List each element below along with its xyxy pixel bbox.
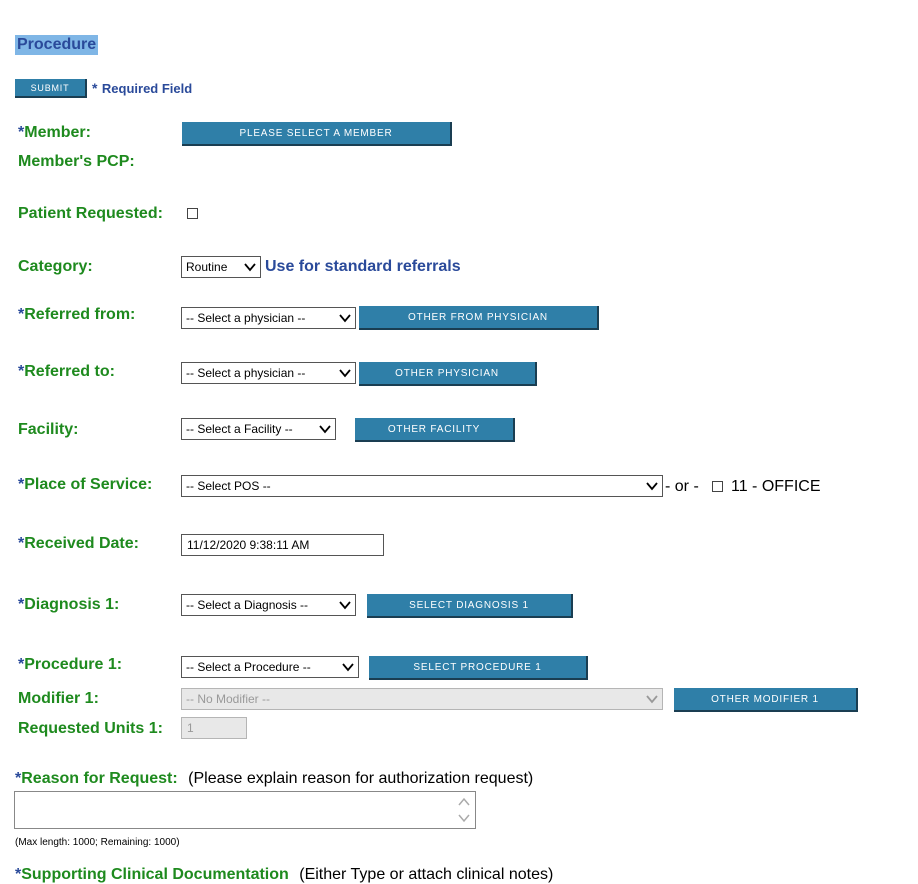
other-facility-button[interactable]: OTHER FACILITY [355,418,515,442]
modifier-select[interactable]: -- No Modifier -- [181,688,663,710]
other-modifier-button[interactable]: OTHER MODIFIER 1 [674,688,858,712]
patient-requested-checkbox[interactable] [187,208,198,219]
received-date-input[interactable]: 11/12/2020 9:38:11 AM [181,534,384,556]
referred-from-label: *Referred from: [18,306,136,323]
chevron-down-icon [338,598,352,612]
facility-label: Facility: [18,421,79,438]
referred-to-label: *Referred to: [18,363,115,380]
category-hint: Use for standard referrals [265,258,461,275]
select-member-button[interactable]: PLEASE SELECT A MEMBER [182,122,452,146]
requested-units-label: Requested Units 1: [18,720,163,737]
other-physician-button[interactable]: OTHER PHYSICIAN [359,362,537,386]
chevron-down-icon [645,479,659,493]
member-label: *Member: [18,124,91,141]
or-text: - or - [665,478,699,495]
chevron-down-icon [341,660,355,674]
office-checkbox[interactable] [712,481,723,492]
select-procedure-button[interactable]: SELECT PROCEDURE 1 [369,656,588,680]
facility-select[interactable]: -- Select a Facility -- [181,418,336,440]
patient-requested-label: Patient Requested: [18,205,163,222]
referred-from-select[interactable]: -- Select a physician -- [181,307,356,329]
textarea-scroll-arrows[interactable] [457,794,471,826]
diagnosis-label: *Diagnosis 1: [18,596,120,613]
submit-button[interactable]: SUBMIT [15,79,87,98]
select-diagnosis-button[interactable]: SELECT DIAGNOSIS 1 [367,594,573,618]
chevron-down-icon [243,260,257,274]
chevron-down-icon [338,366,352,380]
place-of-service-label: *Place of Service: [18,476,153,493]
chevron-down-icon [645,692,659,706]
reason-char-counter: (Max length: 1000; Remaining: 1000) [15,837,180,848]
required-note: * Required Field [92,80,193,96]
member-pcp-label: Member's PCP: [18,153,135,170]
reason-label-row: *Reason for Request: (Please explain reason for authorization request) [15,770,534,787]
procedure-select[interactable]: -- Select a Procedure -- [181,656,359,678]
supporting-label-row: *Supporting Clinical Documentation (Either Type or attach clinical notes) [15,866,554,883]
other-from-physician-button[interactable]: OTHER FROM PHYSICIAN [359,306,599,330]
place-of-service-select[interactable]: -- Select POS -- [181,475,663,497]
referred-to-select[interactable]: -- Select a physician -- [181,362,356,384]
chevron-down-icon [338,311,352,325]
category-select[interactable]: Routine [181,256,261,278]
requested-units-input[interactable]: 1 [181,717,247,739]
procedure-label: *Procedure 1: [18,656,123,673]
reason-textarea[interactable] [14,791,476,829]
diagnosis-select[interactable]: -- Select a Diagnosis -- [181,594,356,616]
received-date-label: *Received Date: [18,535,139,552]
category-label: Category: [18,258,93,275]
page-title: Procedure [17,36,97,53]
modifier-label: Modifier 1: [18,690,99,707]
office-option-label: 11 - OFFICE [731,478,821,495]
chevron-down-icon [318,422,332,436]
